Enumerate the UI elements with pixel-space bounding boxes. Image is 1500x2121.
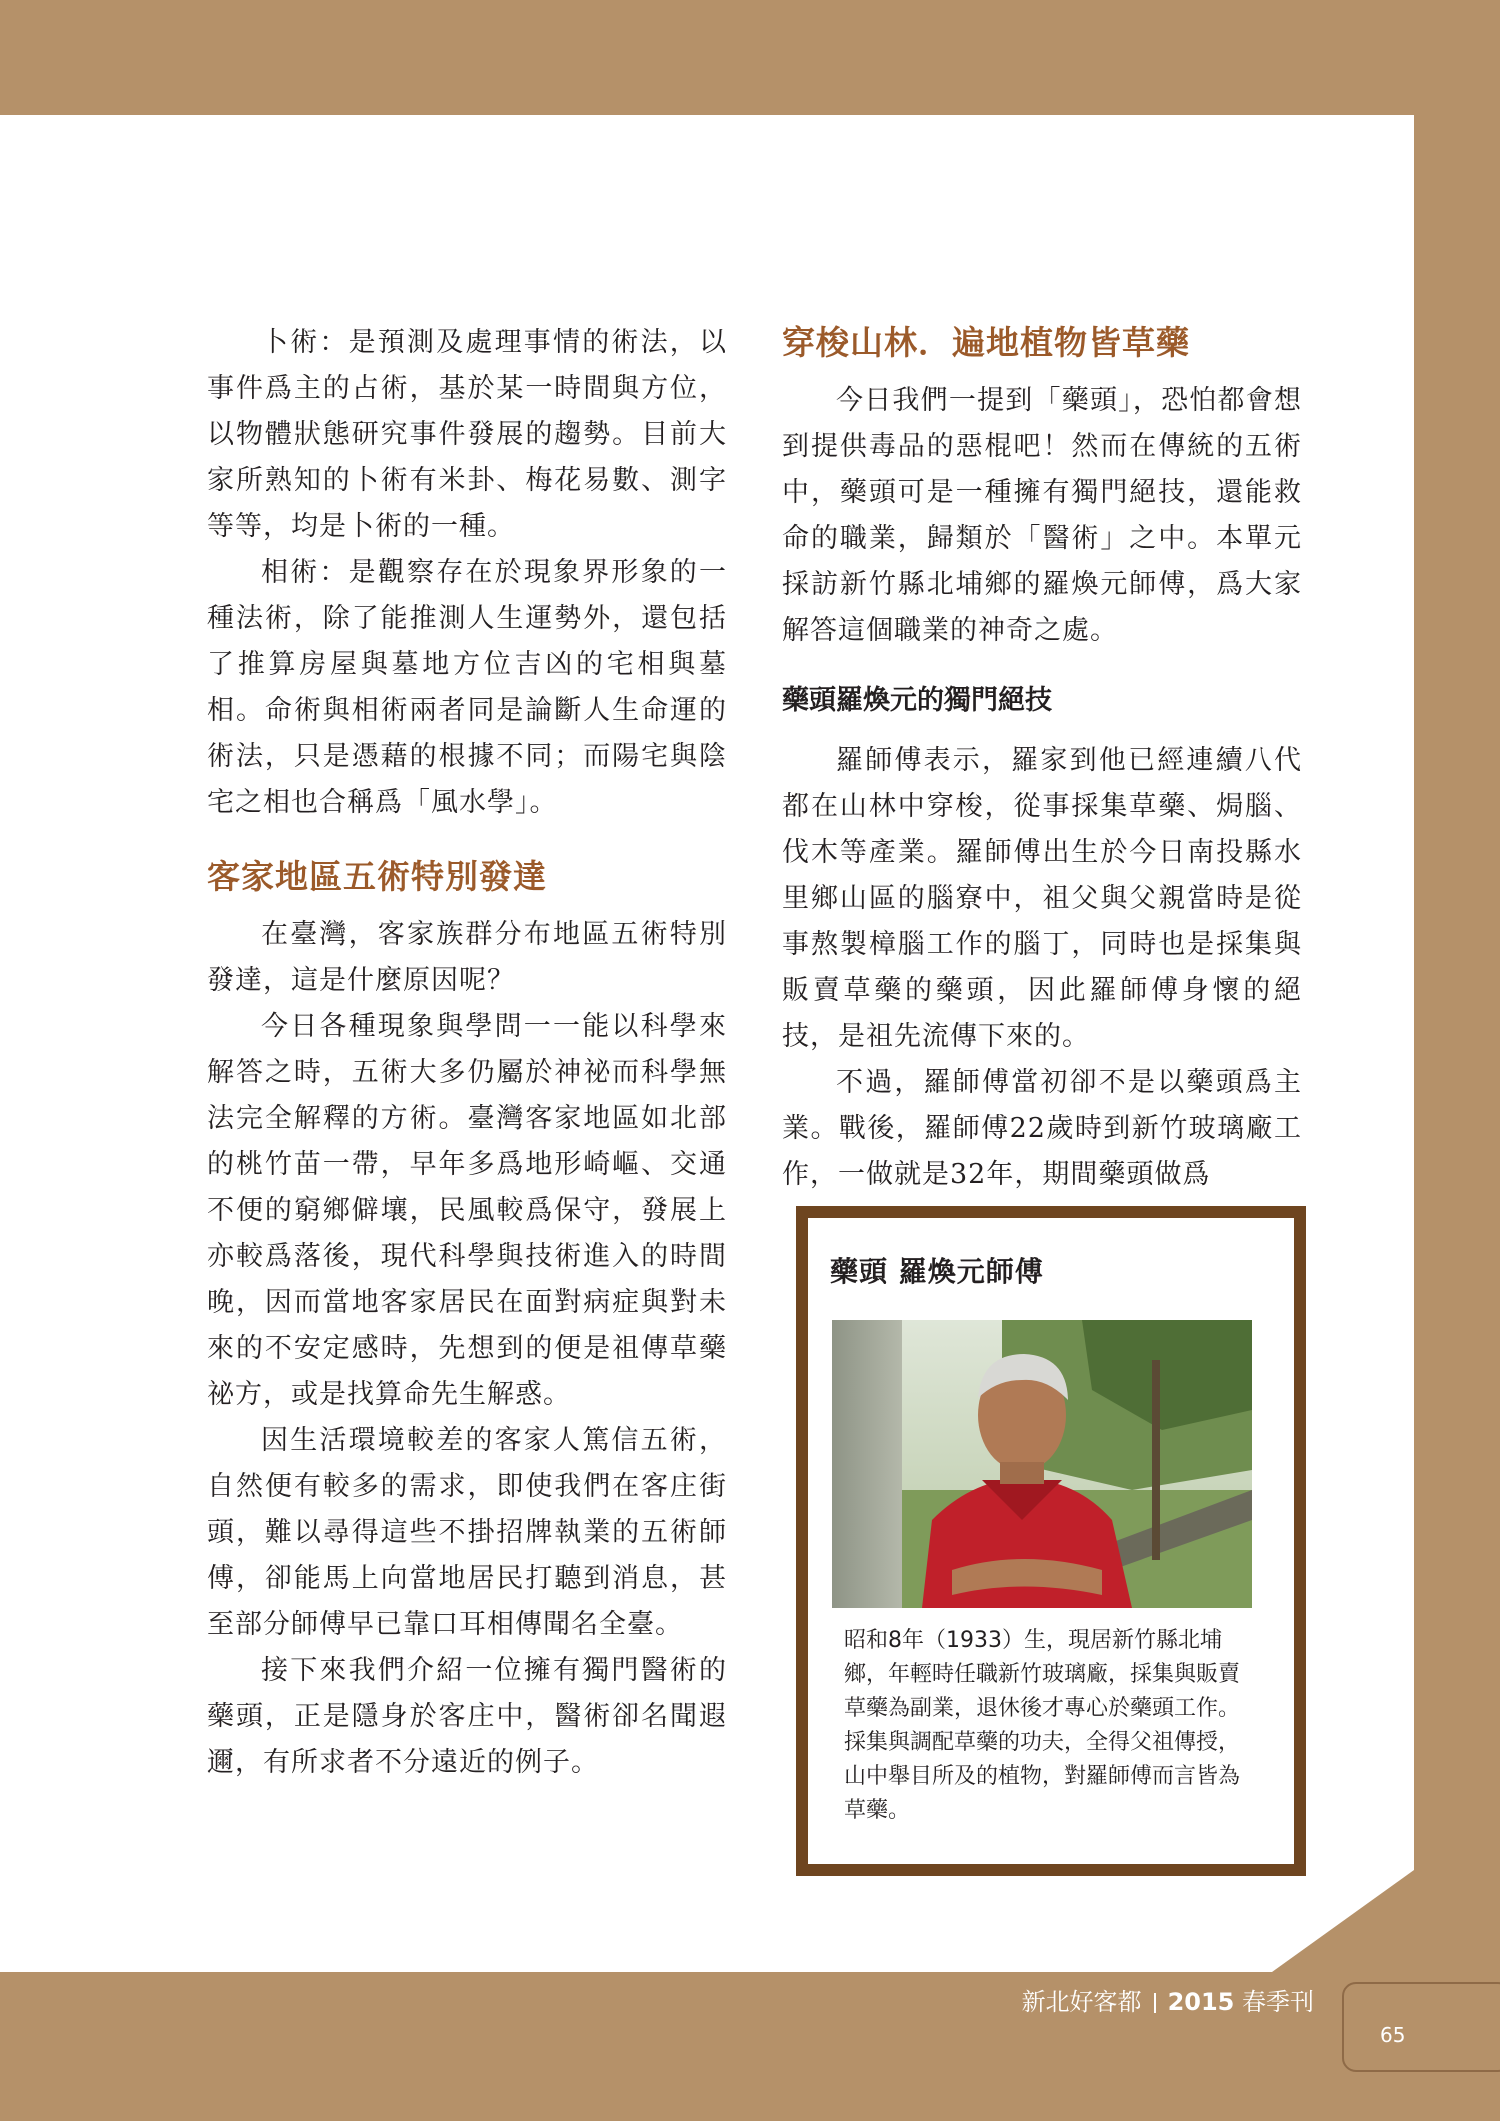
- section-heading-herbs: 穿梭山林．遍地植物皆草藥: [782, 323, 1190, 362]
- footer-separator: [1154, 1993, 1156, 2013]
- page-number: 65: [1380, 2023, 1406, 2047]
- right-column: [782, 320, 1302, 1198]
- left-column: [207, 320, 727, 1786]
- issue-year: 2015: [1167, 1988, 1235, 2016]
- subheading-luo-skill: 藥頭羅煥元的獨門絕技: [782, 685, 1052, 716]
- page-number-tab: [1342, 1982, 1500, 2072]
- paragraph-luo-career: 不過，羅師傅當初卻不是以藥頭爲主業。戰後，羅師傅22歲時到新竹玻璃廠工作，一做就是32年，期間藥頭做爲: [782, 1067, 1302, 1190]
- paragraph-introduce-yaotou: 接下來我們介紹一位擁有獨門醫術的藥頭，正是隱身於客庄中，醫術卻名聞遐邇，有所求者不分遠近的例子。: [207, 1655, 727, 1778]
- paragraph-yaotou-intro: 今日我們一提到「藥頭」，恐怕都會想到提供毒品的惡棍吧！然而在傳統的五術中，藥頭可是一種擁有獨門絕技，還能救命的職業，歸類於「醫術」之中。本單元採訪新竹縣北埔鄉的羅煥元師傅，爲大家解答這個職業的神奇之處。: [782, 385, 1302, 646]
- paragraph-hakka-demand: 因生活環境較差的客家人篤信五術，自然便有較多的需求，即使我們在客庄街頭，難以尋得這些不掛招牌執業的五術師傅，卻能馬上向當地居民打聽到消息，甚至部分師傅早已靠口耳相傳聞名全臺。: [207, 1425, 727, 1640]
- profile-sidebar: [796, 1206, 1306, 1876]
- paragraph-hakka-intro: 在臺灣，客家族群分布地區五術特別發達，這是什麼原因呢？: [207, 919, 727, 996]
- sidebar-caption: 昭和8年（1933）生，現居新竹縣北埔鄉，年輕時任職新竹玻璃廠，採集與販賣草藥為副業，退休後才專心於藥頭工作。採集與調配草藥的功夫，全得父祖傳授，山中舉目所及的植物，對羅師傅而言皆為草藥。: [844, 1628, 1241, 1823]
- section-heading-hakka: 客家地區五術特別發達: [207, 857, 547, 896]
- magazine-name: 新北好客都: [1021, 1988, 1142, 2016]
- portrait-photo: [832, 1320, 1252, 1608]
- paragraph-xiang-shu: 相術：是觀察存在於現象界形象的一種法術，除了能推測人生運勢外，還包括了推算房屋與墓地方位吉凶的宅相與墓相。命術與相術兩者同是論斷人生命運的術法，只是憑藉的根據不同；而陽宅與陰宅之相也合稱爲「風水學」。: [207, 557, 727, 818]
- footer-title: [1022, 1982, 1314, 2017]
- paragraph-hakka-reason: 今日各種現象與學問一一能以科學來解答之時，五術大多仍屬於神祕而科學無法完全解釋的方術。臺灣客家地區如北部的桃竹苗一帶，早年多爲地形崎嶇、交通不便的窮鄉僻壤，民風較爲保守，發展上亦較爲落後，現代科學與技術進入的時間晚，因而當地客家居民在面對病症與對未來的不安定感時，先想到的便是祖傳草藥祕方，或是找算命先生解惑。: [207, 1011, 727, 1410]
- paragraph-luo-family: 羅師傅表示，羅家到他已經連續八代都在山林中穿梭，從事採集草藥、焗腦、伐木等產業。羅師傅出生於今日南投縣水里鄉山區的腦寮中，祖父與父親當時是從事熬製樟腦工作的腦丁，同時也是採集與販賣草藥的藥頭，因此羅師傅身懷的絕技，是祖先流傳下來的。: [782, 745, 1302, 1052]
- paragraph-bu-shu: 卜術：是預測及處理事情的術法，以事件爲主的占術，基於某一時間與方位，以物體狀態研究事件發展的趨勢。目前大家所熟知的卜術有米卦、梅花易數、測字等等，均是卜術的一種。: [207, 327, 727, 542]
- sidebar-title: 藥頭 羅煥元師傅: [830, 1255, 1044, 1288]
- issue-season: 春季刊: [1242, 1988, 1314, 2016]
